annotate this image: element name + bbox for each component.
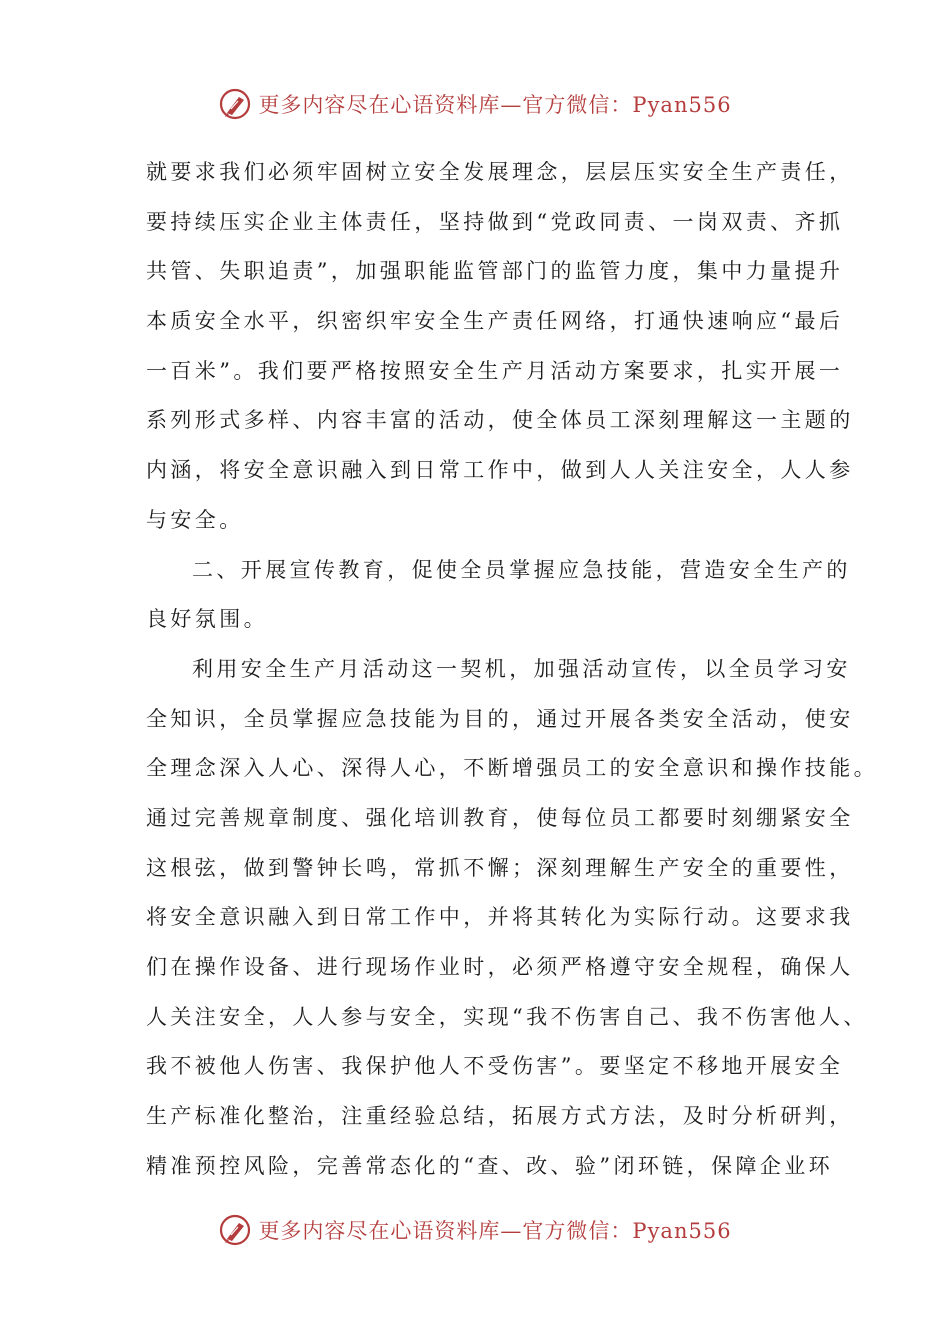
text-line: 将安全意识融入到日常工作中，并将其转化为实际行动。这要求我 [146,905,854,930]
document-body [146,148,878,1191]
paragraph-start: 利用安全生产月活动这一契机，加强活动宣传，以全员学习安 [192,656,851,681]
text-line: 精准预控风险，完善常态化的“查、改、验”闭环链，保障企业环 [146,1153,834,1178]
text-line: 一百米”。我们要严格按照安全生产月活动方案要求，扎实开展一 [146,358,844,383]
text-line: 要持续压实企业主体责任，坚持做到“党政同责、一岗双责、齐抓 [146,209,844,234]
text-line: 与安全。 [146,507,244,532]
text-line: 们在操作设备、进行现场作业时，必须严格遵守安全规程，确保人 [146,955,854,979]
text-line: 生产标准化整治，注重经验总结，拓展方式方法，及时分析研判， [146,1104,854,1129]
text-line: 全知识，全员掌握应急技能为目的，通过开展各类安全活动，使安 [146,706,854,731]
pen-nib-circle-icon [218,87,252,121]
header-banner-text: 更多内容尽在心语资料库—官方微信：Pyan556 [258,93,732,117]
section-heading: 二、开展宣传教育，促使全员掌握应急技能，营造安全生产的 [192,557,851,582]
pen-nib-circle-icon [218,1213,252,1247]
footer-banner [0,1208,950,1252]
text-line: 全理念深入人心、深得人心，不断增强员工的安全意识和操作技能。 [146,756,878,781]
text-line: 系列形式多样、内容丰富的活动，使全体员工深刻理解这一主题的 [146,408,854,433]
footer-banner-text: 更多内容尽在心语资料库—官方微信：Pyan556 [258,1219,732,1243]
text-line: 我不被他人伤害、我保护他人不受伤害”。要坚定不移地开展安全 [146,1054,844,1079]
text-line: 人关注安全，人人参与安全，实现“我不伤害自己、我不伤害他人、 [146,1004,868,1029]
text-line: 共管、失职追责”，加强职能监管部门的监管力度，集中力量提升 [146,259,844,284]
text-line: 就要求我们必须牢固树立安全发展理念，层层压实安全生产责任， [146,160,854,184]
text-line: 这根弦，做到警钟长鸣，常抓不懈；深刻理解生产安全的重要性， [146,855,854,880]
text-line: 通过完善规章制度、强化培训教育，使每位员工都要时刻绷紧安全 [146,805,854,830]
header-banner [0,82,950,126]
text-line: 本质安全水平，织密织牢安全生产责任网络，打通快速响应“最后 [146,309,844,334]
text-line: 内涵，将安全意识融入到日常工作中，做到人人关注安全，人人参 [146,458,854,483]
section-heading-cont: 良好氛围。 [146,607,268,632]
